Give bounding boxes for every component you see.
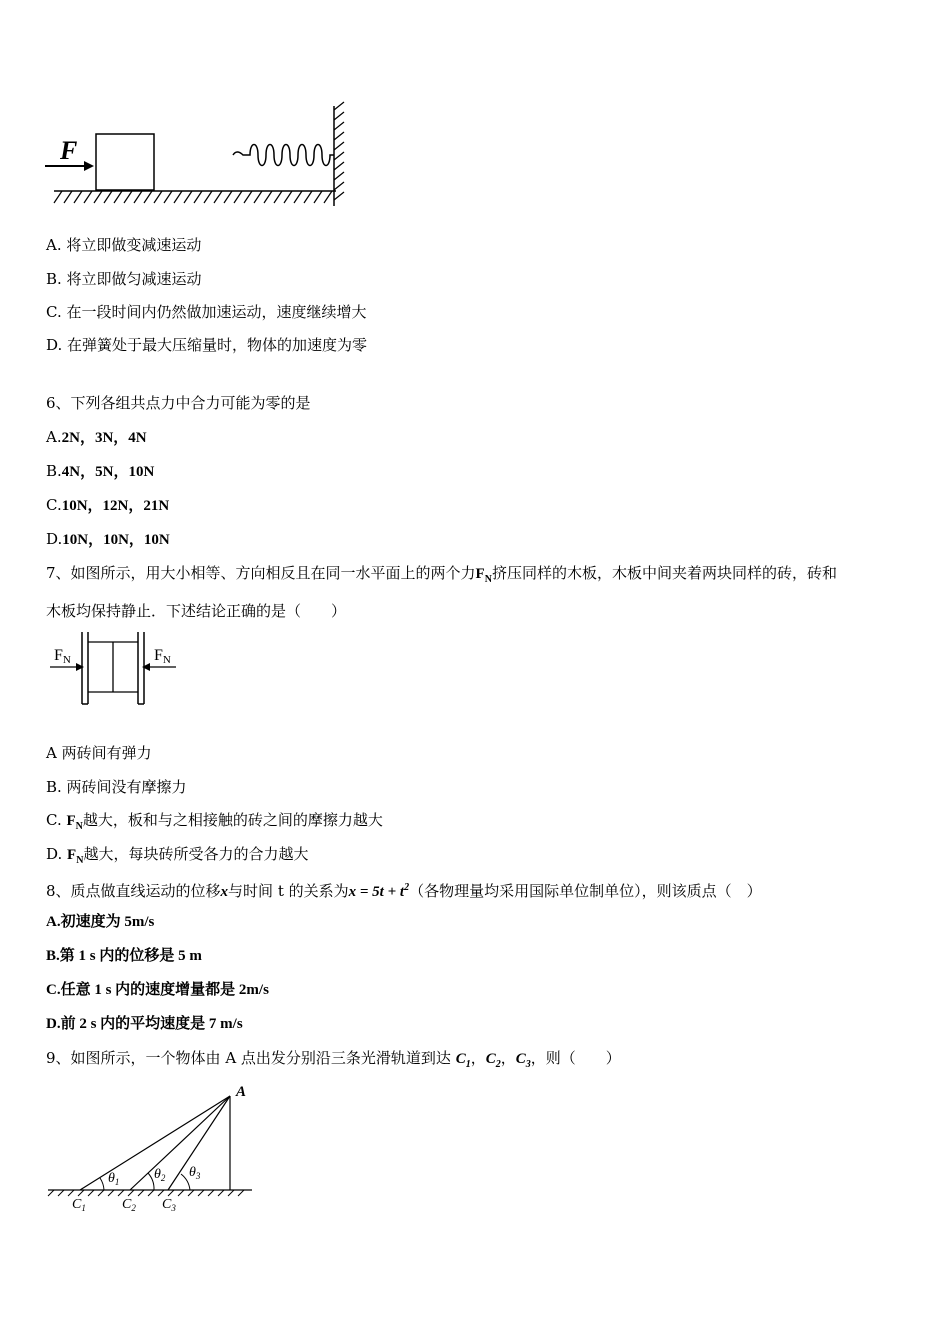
option-letter: D. (46, 845, 68, 863)
q5-option-c: C. 在一段时间内仍然做加速运动，速度继续增大 (46, 303, 367, 321)
stem-text: 7、如图所示，用大小相等、方向相反且在同一水平面上的两个力 (46, 564, 476, 582)
q7-stem-line1 (46, 563, 837, 590)
q8-option-c: C.任意 1 s 内的速度增量都是 2m/s (46, 982, 269, 998)
q7-option-b: B. 两砖间没有摩擦力 (46, 778, 187, 796)
boards-bricks-figure (44, 628, 184, 710)
block (96, 134, 154, 190)
q5-option-a: A. 将立即做变减速运动 (46, 236, 202, 254)
stem-text: ，则（ ） (530, 1049, 621, 1067)
point-a-label: A (236, 1084, 247, 1100)
q6-stem: 6、下列各组共点力中合力可能为零的是 (46, 394, 311, 412)
force-label: F (60, 136, 78, 165)
q7-stem-line2: 木板均保持静止．下述结论正确的是（ ） (46, 602, 347, 620)
q8-option-a: A.初速度为 5m/s (46, 914, 155, 930)
q6-option-b (46, 461, 154, 482)
q8-stem (46, 878, 762, 902)
stem-text: 9、如图所示，一个物体由 A 点出发分别沿三条光滑轨道到达 (46, 1049, 456, 1067)
theta-3-label: $\theta_3$ (189, 1165, 201, 1181)
c3-label: $C_3$ (515, 1051, 531, 1070)
block-spring-figure (40, 100, 360, 210)
option-text: 越大，每块砖所受各力的合力越大 (83, 845, 309, 863)
option-value: 2N，3N，4N (61, 430, 147, 446)
c2-point-label: $C_2$ (122, 1197, 136, 1213)
stem-text: 与时间 t 的关系为 (228, 882, 349, 900)
option-letter: D. (46, 530, 63, 548)
q9-stem: 9、如图所示，一个物体由 A 点出发分别沿三条光滑轨道到达 $C_1$，$C_2$，$C_3$，则（ ） (46, 1049, 621, 1070)
stem-text: （各物理量均采用国际单位制单位），则该质点（ ） (409, 882, 762, 900)
c1-label: $C_1$ (455, 1051, 471, 1070)
force-symbol: $F_N$ (67, 847, 84, 866)
c1-point-label: $C_1$ (72, 1197, 86, 1213)
option-value: 4N，5N，10N (61, 464, 155, 480)
stem-text: 8、质点做直线运动的位移 (46, 882, 221, 900)
fn-left-label: FN (54, 647, 71, 666)
force-symbol: $F_N$ (66, 813, 83, 832)
option-letter: B. (46, 462, 62, 480)
ground-hatch (48, 1190, 244, 1196)
option-value: 10N，10N，10N (62, 532, 170, 548)
fn-left-arrowhead (76, 663, 84, 671)
q5-option-b: B. 将立即做匀减速运动 (46, 270, 202, 288)
stem-text: 挤压同样的木板，木板中间夹着两块同样的砖，砖和 (491, 564, 837, 582)
wall-hatch (334, 102, 344, 200)
fn-right-arrowhead (142, 663, 150, 671)
q6-option-d (46, 529, 170, 550)
option-letter: A. (46, 428, 62, 446)
var-x: x (220, 884, 229, 900)
q7-option-d (46, 844, 308, 871)
theta-2-label: $\theta_2$ (154, 1167, 166, 1183)
q6-option-a (46, 427, 147, 448)
c3-point-label: $C_3$ (162, 1197, 176, 1213)
ground-hatch (54, 191, 332, 203)
q7-option-c (46, 810, 383, 837)
q7-option-a: A 两砖间有弹力 (46, 744, 152, 762)
option-text: 越大，板和与之相接触的砖之间的摩擦力越大 (82, 811, 383, 829)
q8-option-b: B.第 1 s 内的位移是 5 m (46, 948, 202, 964)
option-letter: C. (46, 811, 67, 829)
formula: $x = 5t + t^2$ (348, 882, 410, 900)
angle-arc-1 (100, 1178, 104, 1190)
track-2 (130, 1096, 230, 1190)
q6-option-c (46, 495, 169, 516)
theta-1-label: $\theta_1$ (108, 1171, 120, 1187)
c2-label: $C_2$ (485, 1051, 501, 1070)
force-symbol: $F_N$ (475, 566, 492, 585)
option-letter: C. (46, 496, 62, 514)
q8-option-d: D.前 2 s 内的平均速度是 7 m/s (46, 1016, 243, 1032)
option-value: 10N，12N，21N (61, 498, 170, 514)
inclined-tracks-figure (44, 1078, 264, 1218)
force-arrowhead (84, 161, 94, 171)
fn-right-label: FN (154, 647, 171, 666)
q5-option-d: D. 在弹簧处于最大压缩量时，物体的加速度为零 (46, 336, 368, 354)
spring (233, 145, 334, 166)
